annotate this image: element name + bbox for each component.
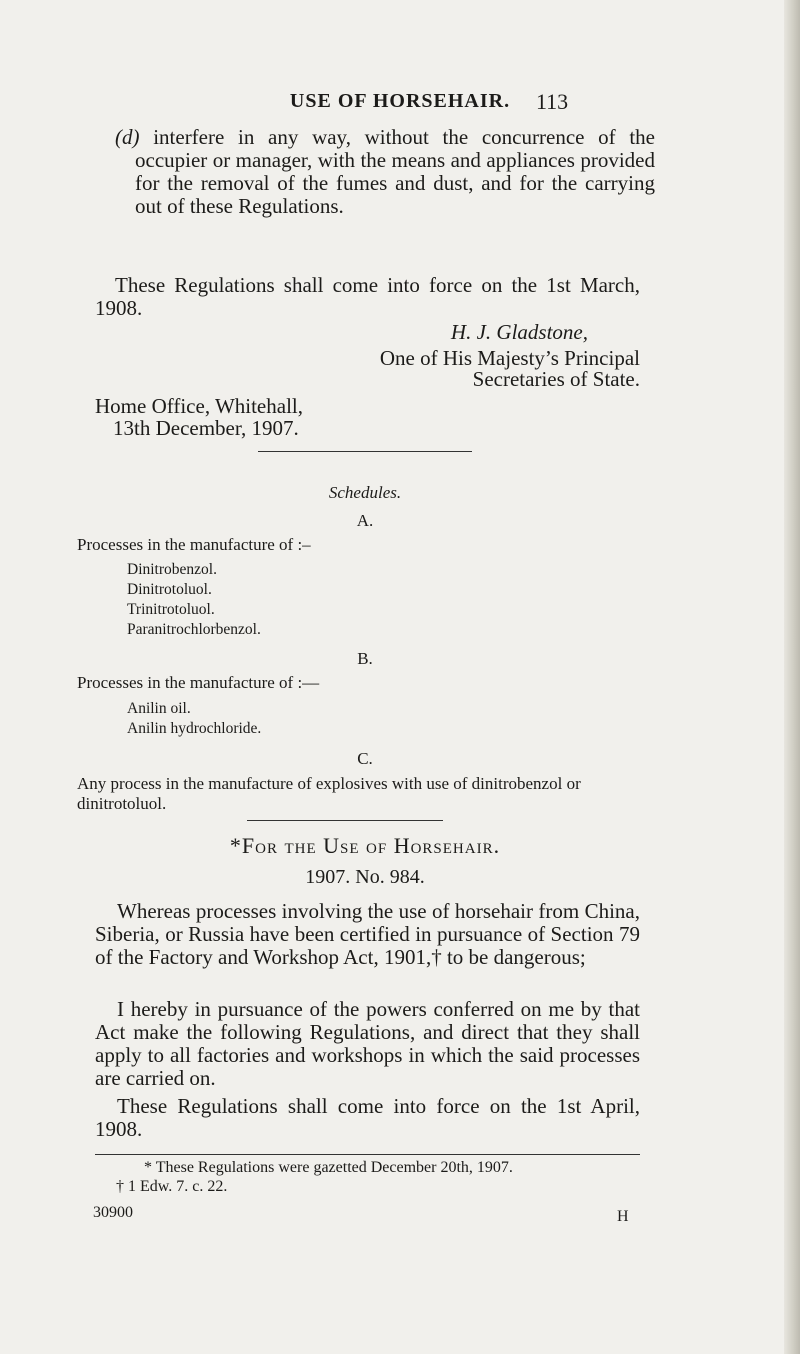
footnote-rule [95,1154,640,1155]
schedule-a-item: Paranitrochlorbenzol. [127,621,261,638]
in-force-statement-2: These Regulations shall come into force on the 1st April, 1908. [95,1094,640,1141]
schedule-b-item: Anilin oil. [127,700,191,717]
schedule-a-item: Dinitrotoluol. [127,581,212,598]
schedule-b-letter: B. [357,649,373,668]
schedule-a-letter: A. [356,511,374,530]
item-d [115,126,655,218]
signatory-role-line2: Secretaries of State. [472,367,640,391]
page-edge [784,0,800,1354]
divider-2 [247,820,443,821]
schedule-a-item: Dinitrobenzol. [127,561,217,578]
schedules-title: Schedules. [328,483,402,502]
schedule-b-intro: Processes in the manufacture of :— [77,673,320,692]
section-heading [0,833,730,859]
schedule-c-letter: C. [357,749,373,768]
schedule-a-item: Trinitrotoluol. [127,601,215,618]
running-title: USE OF HORSEHAIR. [289,90,511,112]
footnote-dagger: † 1 Edw. 7. c. 22. [116,1178,228,1195]
hereby-paragraph: I hereby in pursuance of the powers conferred on me by that Act make the following Regulations, and direct that they shall apply to all factories and workshops in which the said processes are carried on. [95,997,640,1090]
signatory-role-line1: One of His Majesty’s Principal [379,346,640,370]
schedule-a-intro: Processes in the manufacture of :– [77,535,311,554]
section-heading-text: *For the Use of Horsehair. [229,833,501,858]
regulation-number: 1907. No. 984. [305,866,425,888]
schedule-c-text: Any process in the manufacture of explosives with use of dinitrobenzol or dinitrotoluol. [77,774,581,813]
page-number: 113 [536,89,569,114]
signatory-name: H. J. Gladstone, [450,320,588,344]
signing-date: 13th December, 1907. [113,416,299,440]
item-d-tag: (d) [115,125,140,149]
in-force-statement-1: These Regulations shall come into force on the 1st March, 1908. [95,273,640,320]
printer-signature: 30900 [93,1204,133,1221]
footnote-star: * These Regulations were gazetted December 20th, 1907. [144,1159,513,1176]
divider-1 [258,451,472,452]
whereas-paragraph: Whereas processes involving the use of horsehair from China, Siberia, or Russia have been certified in pursuance of Section 79 of the Factory and Workshop Act, 1901,† to be dangerous; [95,899,640,969]
item-d-text: interfere in any way, without the concurrence of the occupier or manager, with the means and appliances provided for the removal of the fumes and dust, and for the carrying out of these Regulations. [135,125,656,218]
gathering-signature: H [617,1208,629,1225]
running-head [0,90,800,113]
signing-place: Home Office, Whitehall, [95,394,303,418]
schedule-b-item: Anilin hydrochloride. [127,720,262,737]
